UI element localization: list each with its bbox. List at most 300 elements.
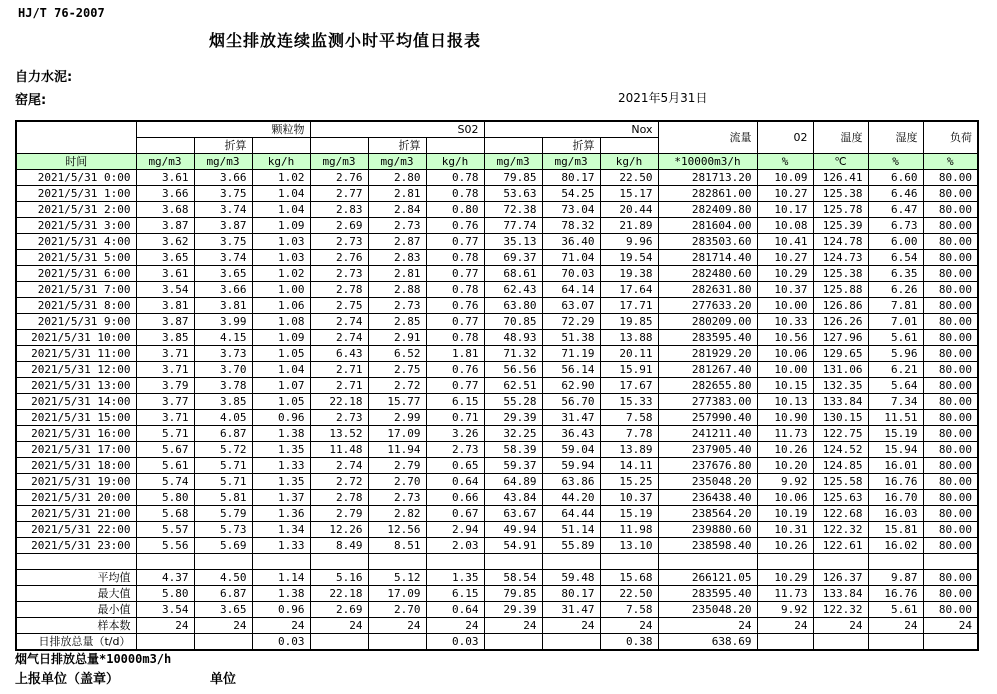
- value-cell: 3.66: [136, 186, 194, 202]
- value-cell: 12.26: [310, 522, 368, 538]
- value-cell: 2.85: [368, 314, 426, 330]
- value-cell: 5.71: [194, 458, 252, 474]
- value-cell: 0.78: [426, 186, 484, 202]
- value-cell: 2.74: [310, 314, 368, 330]
- value-cell: 15.19: [600, 506, 658, 522]
- value-cell: 5.56: [136, 538, 194, 554]
- value-cell: 6.52: [368, 346, 426, 362]
- value-cell: 2.69: [310, 602, 368, 618]
- subheader-blank: [136, 138, 194, 154]
- value-cell: 7.34: [868, 394, 923, 410]
- row-label-cell: 平均值: [16, 570, 136, 586]
- value-cell: 11.73: [757, 426, 813, 442]
- row-label-cell: 最大值: [16, 586, 136, 602]
- value-cell: 5.61: [868, 330, 923, 346]
- value-cell: [600, 554, 658, 570]
- group-header-row: [16, 121, 978, 138]
- data-row: [16, 522, 978, 538]
- value-cell: 1.14: [252, 570, 310, 586]
- value-cell: 257990.40: [658, 410, 757, 426]
- unit-cell: mg/m3: [136, 154, 194, 170]
- value-cell: 80.00: [923, 234, 978, 250]
- value-cell: 126.41: [813, 170, 868, 186]
- value-cell: 235048.20: [658, 474, 757, 490]
- value-cell: 282655.80: [658, 378, 757, 394]
- value-cell: 1.02: [252, 170, 310, 186]
- value-cell: 1.38: [252, 586, 310, 602]
- value-cell: 1.08: [252, 314, 310, 330]
- value-cell: 0.03: [426, 634, 484, 651]
- value-cell: 5.74: [136, 474, 194, 490]
- value-cell: 15.91: [600, 362, 658, 378]
- value-cell: 71.19: [542, 346, 600, 362]
- value-cell: 80.00: [923, 426, 978, 442]
- value-cell: 55.89: [542, 538, 600, 554]
- value-cell: 80.00: [923, 506, 978, 522]
- value-cell: 5.16: [310, 570, 368, 586]
- value-cell: 10.08: [757, 218, 813, 234]
- value-cell: 10.41: [757, 234, 813, 250]
- value-cell: 2.74: [310, 330, 368, 346]
- value-cell: 17.71: [600, 298, 658, 314]
- row-label-cell: 2021/5/31 13:00: [16, 378, 136, 394]
- value-cell: 2.78: [310, 490, 368, 506]
- value-cell: 62.51: [484, 378, 542, 394]
- value-cell: 0.03: [252, 634, 310, 651]
- value-cell: [923, 634, 978, 651]
- value-cell: 36.43: [542, 426, 600, 442]
- group-header-particulate: 颗粒物: [136, 121, 310, 138]
- value-cell: 3.61: [136, 266, 194, 282]
- value-cell: 79.85: [484, 586, 542, 602]
- row-label-cell: 2021/5/31 8:00: [16, 298, 136, 314]
- row-label-cell: 2021/5/31 22:00: [16, 522, 136, 538]
- unit-cell: mg/m3: [194, 154, 252, 170]
- value-cell: 1.02: [252, 266, 310, 282]
- value-cell: 124.78: [813, 234, 868, 250]
- row-label-cell: 2021/5/31 10:00: [16, 330, 136, 346]
- value-cell: 15.77: [368, 394, 426, 410]
- subheader-converted-nox: 折算: [542, 138, 600, 154]
- summary-row: [16, 586, 978, 602]
- value-cell: 0.65: [426, 458, 484, 474]
- value-cell: 122.32: [813, 522, 868, 538]
- value-cell: 5.80: [136, 586, 194, 602]
- value-cell: 51.38: [542, 330, 600, 346]
- value-cell: 127.96: [813, 330, 868, 346]
- data-row: [16, 506, 978, 522]
- row-label-cell: 2021/5/31 6:00: [16, 266, 136, 282]
- value-cell: 17.67: [600, 378, 658, 394]
- value-cell: 2.73: [368, 218, 426, 234]
- row-label-cell: 日排放总量（t/d）: [16, 634, 136, 651]
- value-cell: 10.20: [757, 458, 813, 474]
- unit-cell: %: [757, 154, 813, 170]
- value-cell: 24: [194, 618, 252, 634]
- value-cell: 59.94: [542, 458, 600, 474]
- value-cell: 3.68: [136, 202, 194, 218]
- value-cell: 122.75: [813, 426, 868, 442]
- value-cell: 238564.20: [658, 506, 757, 522]
- value-cell: 133.84: [813, 394, 868, 410]
- value-cell: 2.73: [310, 266, 368, 282]
- value-cell: 2.75: [310, 298, 368, 314]
- value-cell: 2.91: [368, 330, 426, 346]
- value-cell: 80.00: [923, 378, 978, 394]
- value-cell: 8.49: [310, 538, 368, 554]
- value-cell: [757, 554, 813, 570]
- value-cell: 125.63: [813, 490, 868, 506]
- value-cell: 2.82: [368, 506, 426, 522]
- value-cell: [194, 554, 252, 570]
- value-cell: 15.68: [600, 570, 658, 586]
- value-cell: 13.89: [600, 442, 658, 458]
- value-cell: 20.44: [600, 202, 658, 218]
- value-cell: 54.25: [542, 186, 600, 202]
- standard-number: HJ/T 76-2007: [18, 6, 105, 20]
- value-cell: 0.64: [426, 602, 484, 618]
- value-cell: 80.00: [923, 458, 978, 474]
- value-cell: 1.37: [252, 490, 310, 506]
- value-cell: 10.56: [757, 330, 813, 346]
- value-cell: 122.32: [813, 602, 868, 618]
- value-cell: 3.74: [194, 250, 252, 266]
- value-cell: 1.06: [252, 298, 310, 314]
- value-cell: 1.38: [252, 426, 310, 442]
- time-header-spacer: [16, 121, 136, 154]
- value-cell: 1.09: [252, 218, 310, 234]
- subheader-blank: [600, 138, 658, 154]
- value-cell: 73.04: [542, 202, 600, 218]
- value-cell: [484, 634, 542, 651]
- column-header-o2: 02: [757, 121, 813, 154]
- page-title: 烟尘排放连续监测小时平均值日报表: [208, 31, 481, 50]
- row-label-cell: 2021/5/31 12:00: [16, 362, 136, 378]
- unit-cell: %: [923, 154, 978, 170]
- value-cell: 5.61: [868, 602, 923, 618]
- row-label-cell: 2021/5/31 18:00: [16, 458, 136, 474]
- value-cell: 63.86: [542, 474, 600, 490]
- unit-cell: kg/h: [600, 154, 658, 170]
- value-cell: 6.43: [310, 346, 368, 362]
- data-row: [16, 202, 978, 218]
- value-cell: 0.96: [252, 602, 310, 618]
- value-cell: 10.26: [757, 442, 813, 458]
- data-row: [16, 474, 978, 490]
- value-cell: 80.00: [923, 602, 978, 618]
- data-row: [16, 490, 978, 506]
- value-cell: 0.76: [426, 362, 484, 378]
- value-cell: 48.93: [484, 330, 542, 346]
- unit-cell: mg/m3: [542, 154, 600, 170]
- value-cell: 5.57: [136, 522, 194, 538]
- value-cell: [136, 554, 194, 570]
- value-cell: 3.99: [194, 314, 252, 330]
- value-cell: 10.06: [757, 346, 813, 362]
- value-cell: 0.76: [426, 298, 484, 314]
- value-cell: 2.73: [310, 410, 368, 426]
- value-cell: 126.26: [813, 314, 868, 330]
- value-cell: 15.33: [600, 394, 658, 410]
- row-label-cell: 2021/5/31 19:00: [16, 474, 136, 490]
- value-cell: 80.00: [923, 474, 978, 490]
- row-label-cell: 最小值: [16, 602, 136, 618]
- value-cell: 7.78: [600, 426, 658, 442]
- value-cell: 80.00: [923, 394, 978, 410]
- value-cell: 282631.80: [658, 282, 757, 298]
- data-row: [16, 218, 978, 234]
- value-cell: 4.05: [194, 410, 252, 426]
- unit-cell: mg/m3: [310, 154, 368, 170]
- value-cell: [813, 554, 868, 570]
- value-cell: 239880.60: [658, 522, 757, 538]
- value-cell: 1.05: [252, 394, 310, 410]
- value-cell: 5.67: [136, 442, 194, 458]
- value-cell: 64.89: [484, 474, 542, 490]
- value-cell: 24: [368, 618, 426, 634]
- value-cell: 1.04: [252, 362, 310, 378]
- value-cell: 10.06: [757, 490, 813, 506]
- row-label-cell: 2021/5/31 5:00: [16, 250, 136, 266]
- data-row: [16, 170, 978, 186]
- value-cell: [542, 554, 600, 570]
- value-cell: 125.38: [813, 266, 868, 282]
- value-cell: [923, 554, 978, 570]
- value-cell: 16.01: [868, 458, 923, 474]
- row-label-cell: 2021/5/31 14:00: [16, 394, 136, 410]
- value-cell: 2.81: [368, 186, 426, 202]
- value-cell: 10.26: [757, 538, 813, 554]
- value-cell: 126.37: [813, 570, 868, 586]
- value-cell: 3.75: [194, 186, 252, 202]
- value-cell: 3.79: [136, 378, 194, 394]
- row-label-cell: 2021/5/31 20:00: [16, 490, 136, 506]
- value-cell: 7.81: [868, 298, 923, 314]
- value-cell: 80.00: [923, 586, 978, 602]
- column-header-load: 负荷: [923, 121, 978, 154]
- spacer-row: [16, 554, 978, 570]
- value-cell: 62.90: [542, 378, 600, 394]
- value-cell: 19.54: [600, 250, 658, 266]
- value-cell: 6.15: [426, 586, 484, 602]
- value-cell: 124.85: [813, 458, 868, 474]
- value-cell: 638.69: [658, 634, 757, 651]
- value-cell: 63.80: [484, 298, 542, 314]
- value-cell: 10.29: [757, 570, 813, 586]
- value-cell: 9.92: [757, 602, 813, 618]
- value-cell: 31.47: [542, 410, 600, 426]
- value-cell: 29.39: [484, 410, 542, 426]
- value-cell: 24: [310, 618, 368, 634]
- value-cell: 3.65: [194, 266, 252, 282]
- subheader-blank: [426, 138, 484, 154]
- value-cell: 6.46: [868, 186, 923, 202]
- data-row: [16, 330, 978, 346]
- value-cell: 11.48: [310, 442, 368, 458]
- value-cell: 80.00: [923, 490, 978, 506]
- data-row: [16, 426, 978, 442]
- value-cell: 69.37: [484, 250, 542, 266]
- value-cell: 5.71: [194, 474, 252, 490]
- value-cell: 1.09: [252, 330, 310, 346]
- value-cell: 80.00: [923, 298, 978, 314]
- summary-row: [16, 618, 978, 634]
- value-cell: 3.81: [136, 298, 194, 314]
- value-cell: 9.96: [600, 234, 658, 250]
- value-cell: 5.96: [868, 346, 923, 362]
- value-cell: 0.77: [426, 234, 484, 250]
- value-cell: 21.89: [600, 218, 658, 234]
- value-cell: 17.09: [368, 586, 426, 602]
- value-cell: 80.00: [923, 218, 978, 234]
- value-cell: 125.39: [813, 218, 868, 234]
- value-cell: 22.50: [600, 170, 658, 186]
- row-label-cell: 2021/5/31 16:00: [16, 426, 136, 442]
- value-cell: [194, 634, 252, 651]
- unit-header-row: [16, 154, 978, 170]
- value-cell: 125.78: [813, 202, 868, 218]
- value-cell: 11.94: [368, 442, 426, 458]
- value-cell: 2.94: [426, 522, 484, 538]
- value-cell: 10.37: [757, 282, 813, 298]
- value-cell: 2.71: [310, 362, 368, 378]
- row-label-cell: 2021/5/31 4:00: [16, 234, 136, 250]
- monitoring-table: [15, 120, 979, 651]
- value-cell: 0.78: [426, 330, 484, 346]
- row-label-cell: 2021/5/31 23:00: [16, 538, 136, 554]
- value-cell: 2.99: [368, 410, 426, 426]
- value-cell: 80.00: [923, 202, 978, 218]
- value-cell: 6.87: [194, 586, 252, 602]
- value-cell: 24: [600, 618, 658, 634]
- value-cell: 1.03: [252, 250, 310, 266]
- value-cell: 281714.40: [658, 250, 757, 266]
- data-row: [16, 394, 978, 410]
- value-cell: 13.10: [600, 538, 658, 554]
- value-cell: 281713.20: [658, 170, 757, 186]
- row-label-cell: [16, 554, 136, 570]
- value-cell: 3.26: [426, 426, 484, 442]
- unit-cell: kg/h: [426, 154, 484, 170]
- data-row: [16, 538, 978, 554]
- summary-row: [16, 602, 978, 618]
- value-cell: 80.00: [923, 314, 978, 330]
- value-cell: 266121.05: [658, 570, 757, 586]
- value-cell: 80.00: [923, 186, 978, 202]
- value-cell: 10.33: [757, 314, 813, 330]
- row-label-cell: 2021/5/31 2:00: [16, 202, 136, 218]
- value-cell: 237676.80: [658, 458, 757, 474]
- value-cell: 80.00: [923, 170, 978, 186]
- value-cell: 35.13: [484, 234, 542, 250]
- value-cell: 70.85: [484, 314, 542, 330]
- value-cell: 80.00: [923, 250, 978, 266]
- value-cell: 0.77: [426, 314, 484, 330]
- value-cell: 2.70: [368, 474, 426, 490]
- value-cell: 2.79: [310, 506, 368, 522]
- value-cell: 7.58: [600, 602, 658, 618]
- value-cell: 281604.00: [658, 218, 757, 234]
- subheader-blank: [310, 138, 368, 154]
- value-cell: 6.47: [868, 202, 923, 218]
- value-cell: 15.81: [868, 522, 923, 538]
- value-cell: 19.38: [600, 266, 658, 282]
- company-label: 自力水泥:: [15, 70, 73, 85]
- value-cell: 1.07: [252, 378, 310, 394]
- value-cell: 54.91: [484, 538, 542, 554]
- value-cell: [310, 554, 368, 570]
- value-cell: 1.35: [426, 570, 484, 586]
- value-cell: 0.78: [426, 170, 484, 186]
- data-row: [16, 442, 978, 458]
- value-cell: 5.72: [194, 442, 252, 458]
- value-cell: 0.96: [252, 410, 310, 426]
- value-cell: 277383.00: [658, 394, 757, 410]
- row-label-cell: 2021/5/31 1:00: [16, 186, 136, 202]
- value-cell: 55.28: [484, 394, 542, 410]
- value-cell: 24: [542, 618, 600, 634]
- value-cell: 56.14: [542, 362, 600, 378]
- data-row: [16, 362, 978, 378]
- value-cell: 58.39: [484, 442, 542, 458]
- value-cell: 1.34: [252, 522, 310, 538]
- data-row: [16, 314, 978, 330]
- value-cell: 22.18: [310, 394, 368, 410]
- value-cell: [813, 634, 868, 651]
- value-cell: 3.54: [136, 282, 194, 298]
- value-cell: 0.77: [426, 378, 484, 394]
- value-cell: [542, 634, 600, 651]
- value-cell: 5.64: [868, 378, 923, 394]
- value-cell: 63.67: [484, 506, 542, 522]
- value-cell: 3.71: [136, 362, 194, 378]
- value-cell: 241211.40: [658, 426, 757, 442]
- value-cell: 0.71: [426, 410, 484, 426]
- value-cell: 16.70: [868, 490, 923, 506]
- value-cell: 56.70: [542, 394, 600, 410]
- value-cell: 24: [757, 618, 813, 634]
- value-cell: 2.70: [368, 602, 426, 618]
- value-cell: 10.15: [757, 378, 813, 394]
- value-cell: 6.35: [868, 266, 923, 282]
- value-cell: 2.76: [310, 250, 368, 266]
- value-cell: 11.73: [757, 586, 813, 602]
- value-cell: 124.73: [813, 250, 868, 266]
- value-cell: 3.62: [136, 234, 194, 250]
- group-header-so2: S02: [310, 121, 484, 138]
- value-cell: 122.68: [813, 506, 868, 522]
- value-cell: 51.14: [542, 522, 600, 538]
- value-cell: 80.00: [923, 266, 978, 282]
- value-cell: 6.54: [868, 250, 923, 266]
- value-cell: 3.75: [194, 234, 252, 250]
- value-cell: 15.94: [868, 442, 923, 458]
- value-cell: 2.81: [368, 266, 426, 282]
- value-cell: 80.00: [923, 522, 978, 538]
- value-cell: 5.80: [136, 490, 194, 506]
- value-cell: 282861.00: [658, 186, 757, 202]
- value-cell: 24: [252, 618, 310, 634]
- row-label-cell: 2021/5/31 11:00: [16, 346, 136, 362]
- value-cell: 62.43: [484, 282, 542, 298]
- value-cell: 31.47: [542, 602, 600, 618]
- value-cell: 124.52: [813, 442, 868, 458]
- value-cell: 80.17: [542, 586, 600, 602]
- data-row: [16, 346, 978, 362]
- value-cell: 17.64: [600, 282, 658, 298]
- value-cell: 3.74: [194, 202, 252, 218]
- column-header-temperature: 温度: [813, 121, 868, 154]
